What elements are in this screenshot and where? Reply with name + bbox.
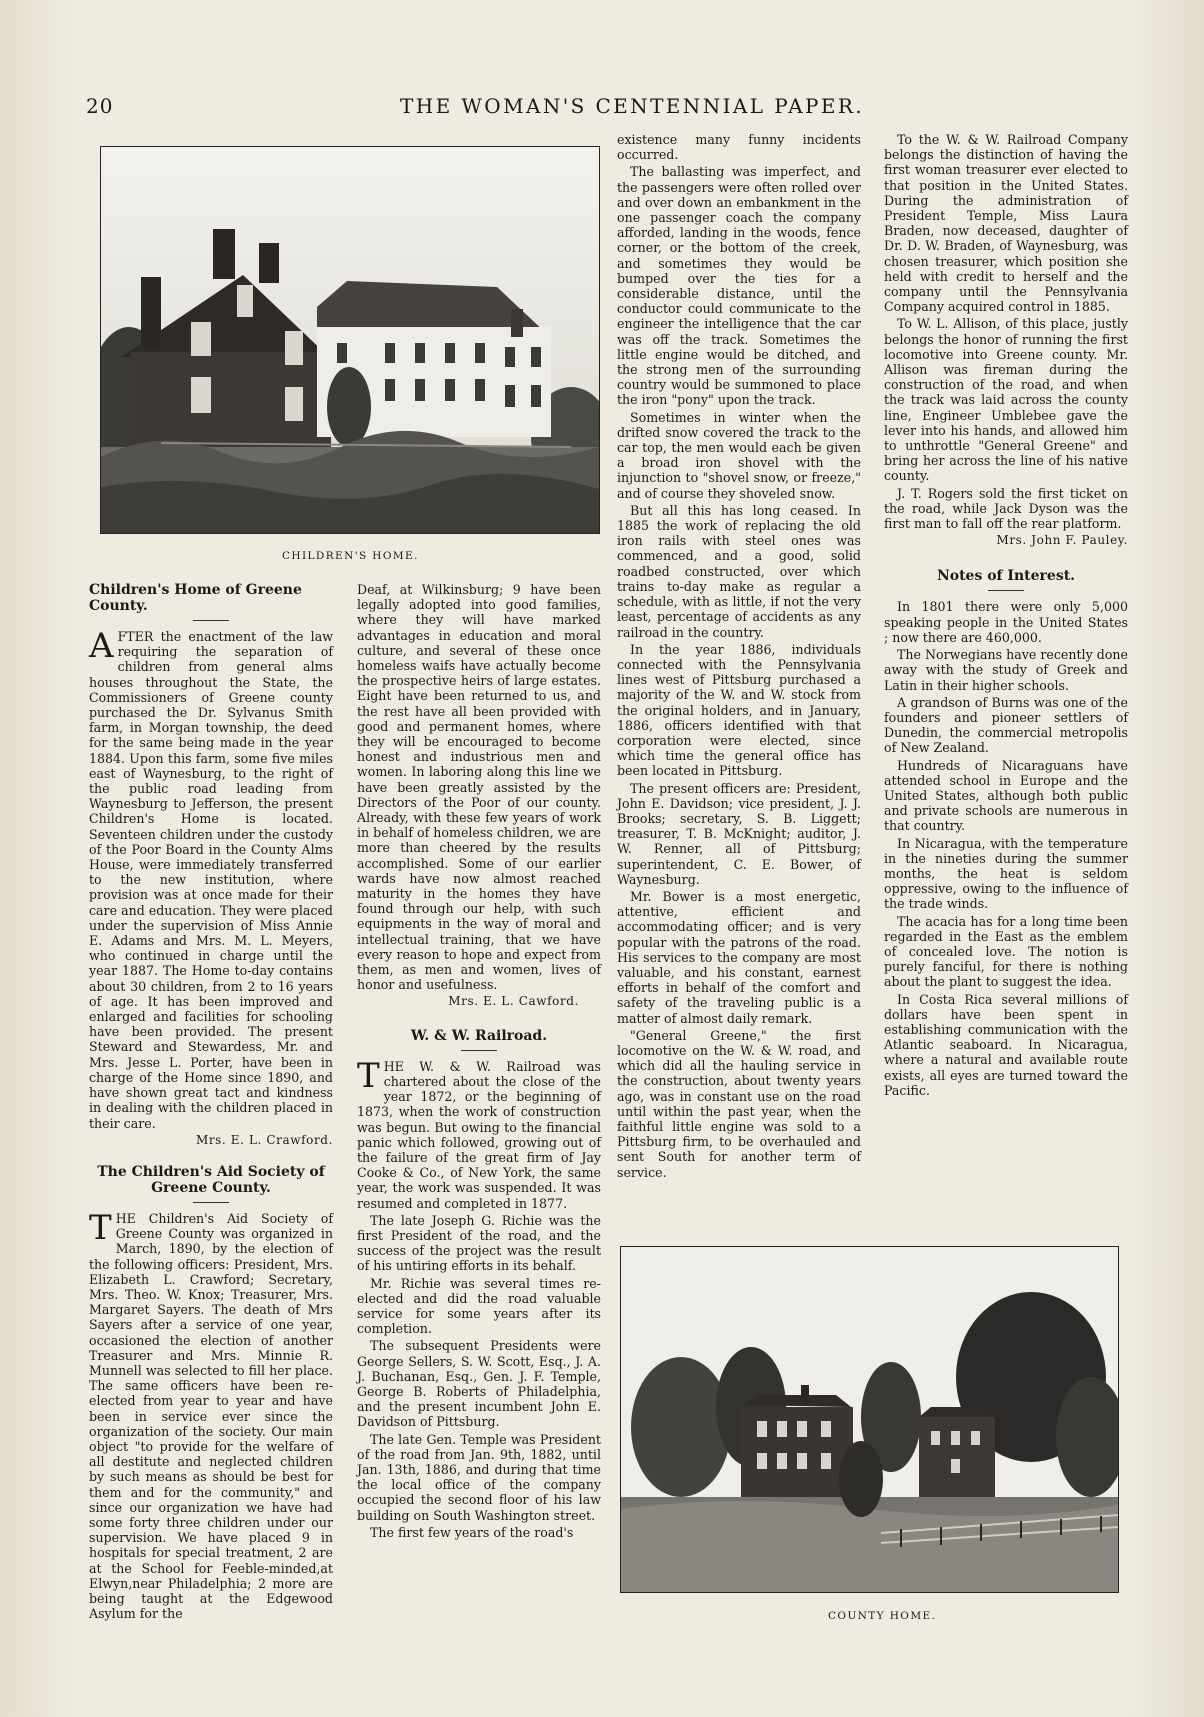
- aid-society-text-continued: Deaf, at Wilkinsburg; 9 have been legally adopted into good families, where they will have marked advantages in education and moral culture, and several of these once homeless waifs have actually become the prospective heirs of large estates. Eight have been returned to us, and the rest have all been provided with good and permanent homes, where they will be encouraged to become honest and industrious men and women. In laboring along this line we have been greatly assisted by the Directors of the Poor of our county. Already, with these few years of work in behalf of homeless children, we are more than cheered by the results accomplished. Some of our earlier wards have now almost reached maturity in the homes they have found through our help, with such equipments in the way of moral and intellectual training, that we have every reason to hope and expect from them, as men and women, lives of honor and usefulness.: [357, 582, 601, 993]
- heading-rule: [988, 590, 1024, 591]
- childrens-home-heading: Children's Home of Greene County.: [89, 582, 302, 614]
- note-item: The Norwegians have recently done away with the study of Greek and Latin in their higher schools.: [884, 647, 1128, 693]
- railroad-text-1: THE W. & W. Railroad was chartered about the close of the year 1872, or the beginning of 1873, when the work of construction was begun. But owing to the financial panic which followed, growing out of the failure of the great firm of Jay Cooke & Co., of New York, the same year, the work was suspended. It was resumed and completed in 1877.: [357, 1055, 601, 1211]
- railroad-text-2: The late Joseph G. Richie was the first President of the road, and the success of the project was the result of his untiring efforts in its behalf.: [357, 1212, 601, 1274]
- childrens-home-illustration: [101, 147, 599, 533]
- column-3: [617, 132, 861, 1182]
- childrens-home-photo: [100, 146, 600, 534]
- railroad-text-16: To W. L. Allison, of this place, justly belongs the honor of running the first locomotive into Greene county. Mr. Allison was fireman during the construction of the road, and when the track was laid across the county line, Engineer Umblebee gave the lever into his hands, and allowed him to unthrottle "General Greene" and bring her across the line of his native county.: [884, 316, 1128, 484]
- column-1: [89, 582, 333, 1623]
- railroad-text-10: But all this has long ceased. In 1885 the work of replacing the old iron rails with steel ones was commenced, and a good, solid roadbed constructed, over which trains to-day make as regular a schedule, with as little, if not the very least, percentage of accidents as any railroad in the country.: [617, 502, 861, 640]
- railroad-signature: Mrs. John F. Pauley.: [996, 533, 1128, 548]
- note-item: A grandson of Burns was one of the founders and pioneer settlers of Dunedin, the commercial metropolis of New Zealand.: [884, 694, 1128, 756]
- railroad-text-14: "General Greene," the first locomotive on the W. & W. road, and which did all the hauling service in the construction, about twenty years ago, was in constant use on the road until within the past year, when the faithful little engine was sold to a Pittsburg firm, to be overhauled and sent South for another term of service.: [617, 1027, 861, 1180]
- paper-title: THE WOMAN'S CENTENNIAL PAPER.: [400, 94, 865, 118]
- railroad-heading: W. & W. Railroad.: [410, 1027, 548, 1044]
- railroad-text-5: The late Gen. Temple was President of the road from Jan. 9th, 1882, until Jan. 13th, 1886, and during that time the local office of the company occupied the second floor of his law building on South Washington street.: [357, 1431, 601, 1523]
- aid-society-signature: Mrs. E. L. Cawford.: [448, 994, 579, 1009]
- column-4: [884, 132, 1128, 1100]
- note-item: In Nicaragua, with the temperature in the nineties during the summer months, the heat is seldom oppressive, owing to the influence of the trade winds.: [884, 835, 1128, 912]
- railroad-text-3: Mr. Richie was several times re-elected and did the road valuable service for some years after its completion.: [357, 1275, 601, 1337]
- notes-heading: Notes of Interest.: [936, 568, 1076, 585]
- drop-cap: A: [89, 626, 114, 666]
- note-item: In 1801 there were only 5,000 speaking people in the United States ; now there are 460,000.: [884, 599, 1128, 645]
- column-2: [357, 582, 601, 1542]
- railroad-text-6: The first few years of the road's: [370, 1524, 574, 1540]
- note-item: Hundreds of Nicaraguans have attended school in Europe and the United States, although both public and private schools are numerous in that country.: [884, 757, 1128, 834]
- notes-list: [884, 599, 1128, 1098]
- railroad-text-11: In the year 1886, individuals connected with the Pennsylvania lines west of Pittsburg purchased a majority of the W. and W. stock from the original holders, and in January, 1886, officers identified with that corporation were elected, since which time the general office has been located in Pittsburg.: [617, 641, 861, 779]
- railroad-text-4: The subsequent Presidents were George Sellers, S. W. Scott, Esq., J. A. J. Buchanan, Esq., Gen. J. F. Temple, George B. Roberts of Philadelphia, and the present incumbent John E. Davidson of Pittsburg.: [357, 1338, 601, 1430]
- heading-rule: [193, 1202, 229, 1203]
- aid-society-heading: The Children's Aid Society of Greene County.: [97, 1163, 325, 1196]
- note-item: In Costa Rica several millions of dollars have been spent in establishing communication with the Atlantic seaboard. In Nicaragua, where a natural and available route exists, all eyes are turned toward the Pacific.: [884, 991, 1128, 1098]
- railroad-text-7: existence many funny incidents occurred.: [617, 132, 861, 163]
- drop-cap: T: [357, 1055, 380, 1096]
- childrens-home-signature: Mrs. E. L. Crawford.: [195, 1132, 333, 1147]
- county-home-illustration: [621, 1247, 1118, 1592]
- railroad-text-15: To the W. & W. Railroad Company belongs the distinction of having the first woman treasurer ever elected to that position in the United States. During the administration of President Temple, Miss Laura Braden, now deceased, daughter of Dr. D. W. Braden, of Waynesburg, was chosen treasurer, which position she held with credit to herself and the company until the Pennsylvania Company acquired control in 1885.: [884, 132, 1128, 315]
- railroad-text-8: The ballasting was imperfect, and the passengers were often rolled over and over down an embankment in the one passenger coach the company afforded, landing in the woods, fence corner, or the bottom of the creek, and sometimes they would be bumped over the ties for a considerable distance, until the conductor could communicate to the engineer the intelligence that the car was off the track. Sometimes the little engine would be ditched, and the strong men of the surrounding country would be summoned to place the iron "pony" upon the track.: [617, 164, 861, 408]
- heading-rule: [193, 620, 229, 621]
- note-item: The acacia has for a long time been regarded in the East as the emblem of concealed love. The notion is purely fanciful, for there is nothing about the plant to suggest the idea.: [884, 913, 1128, 990]
- drop-cap: T: [89, 1207, 112, 1248]
- railroad-text-13: Mr. Bower is a most energetic, attentive, efficient and accommodating officer; and is very popular with the patrons of the road. His services to the company are most valuable, and his constant, earnest efforts in behalf of the comfort and safety of the traveling public is a matter of almost daily remark.: [617, 888, 861, 1026]
- childrens-home-text: AFTER the enactment of the law requiring the separation of children from general alms houses throughout the State, the Commissioners of Greene county purchased the Dr. Sylvanus Smith farm, in Morgan township, the deed for the same being made in the year 1884. Upon this farm, some five miles east of Waynesburg, to the right of the public road leading from Waynesburg to Jefferson, the present Children's Home is located. Seventeen children under the custody of the Poor Board in the County Alms House, were immediately transferred to the new institution, where provision was at once made for their care and education. They were placed under the supervision of Miss Annie E. Adams and Mrs. M. L. Meyers, who continued in charge until the year 1887. The Home to-day contains about 30 children, from 2 to 16 years of age. It has been improved and enlarged and facilities for schooling have been provided. The present Steward and Stewardess, Mr. and Mrs. Jesse L. Porter, have been in charge of the Home since 1890, and have shown great tact and kindness in dealing with the children placed in their care.: [89, 626, 333, 1131]
- railroad-text-9: Sometimes in winter when the drifted snow covered the track to the car top, the men would each be given a broad iron shovel with the injunction to "shovel snow, or freeze," and of course they shoveled snow.: [617, 409, 861, 501]
- county-home-photo: [620, 1246, 1119, 1593]
- railroad-text-12: The present officers are: President, John E. Davidson; vice president, J. J. Brooks; secretary, S. B. Liggett; treasurer, T. B. McKnight; auditor, J. W. Renner, all of Pittsburg; superintendent, C. E. Bower, of Waynesburg.: [617, 780, 861, 887]
- childrens-home-caption: CHILDREN'S HOME.: [282, 550, 419, 562]
- heading-rule: [461, 1050, 497, 1051]
- county-home-caption: COUNTY HOME.: [828, 1610, 937, 1622]
- page-number: 20: [86, 94, 114, 118]
- aid-society-text: THE Children's Aid Society of Greene County was organized in March, 1890, by the election of the following officers: President, Mrs. Elizabeth L. Crawford; Secretary, Mrs. Theo. W. Knox; Treasurer, Mrs. Margaret Sayers. The death of Mrs Sayers after a service of one year, occasioned the election of another Treasurer and Mrs. Minnie R. Munnell was selected to fill her place. The same officers have been re-elected from year to year and have been in service ever since the organization of the society. Our main object "to provide for the welfare of all destitute and neglected children by such means as should be best for them and for the community," and since our organization we have had some forty three children under our supervision. We have placed 9 in hospitals for special treatment, 2 are at the School for Feeble-minded,at Elwyn,near Philadelphia; 2 more are being taught at the Edgewood Asylum for the: [89, 1207, 333, 1622]
- railroad-text-17: J. T. Rogers sold the first ticket on the road, while Jack Dyson was the first man to fall off the rear platform.: [884, 485, 1128, 532]
